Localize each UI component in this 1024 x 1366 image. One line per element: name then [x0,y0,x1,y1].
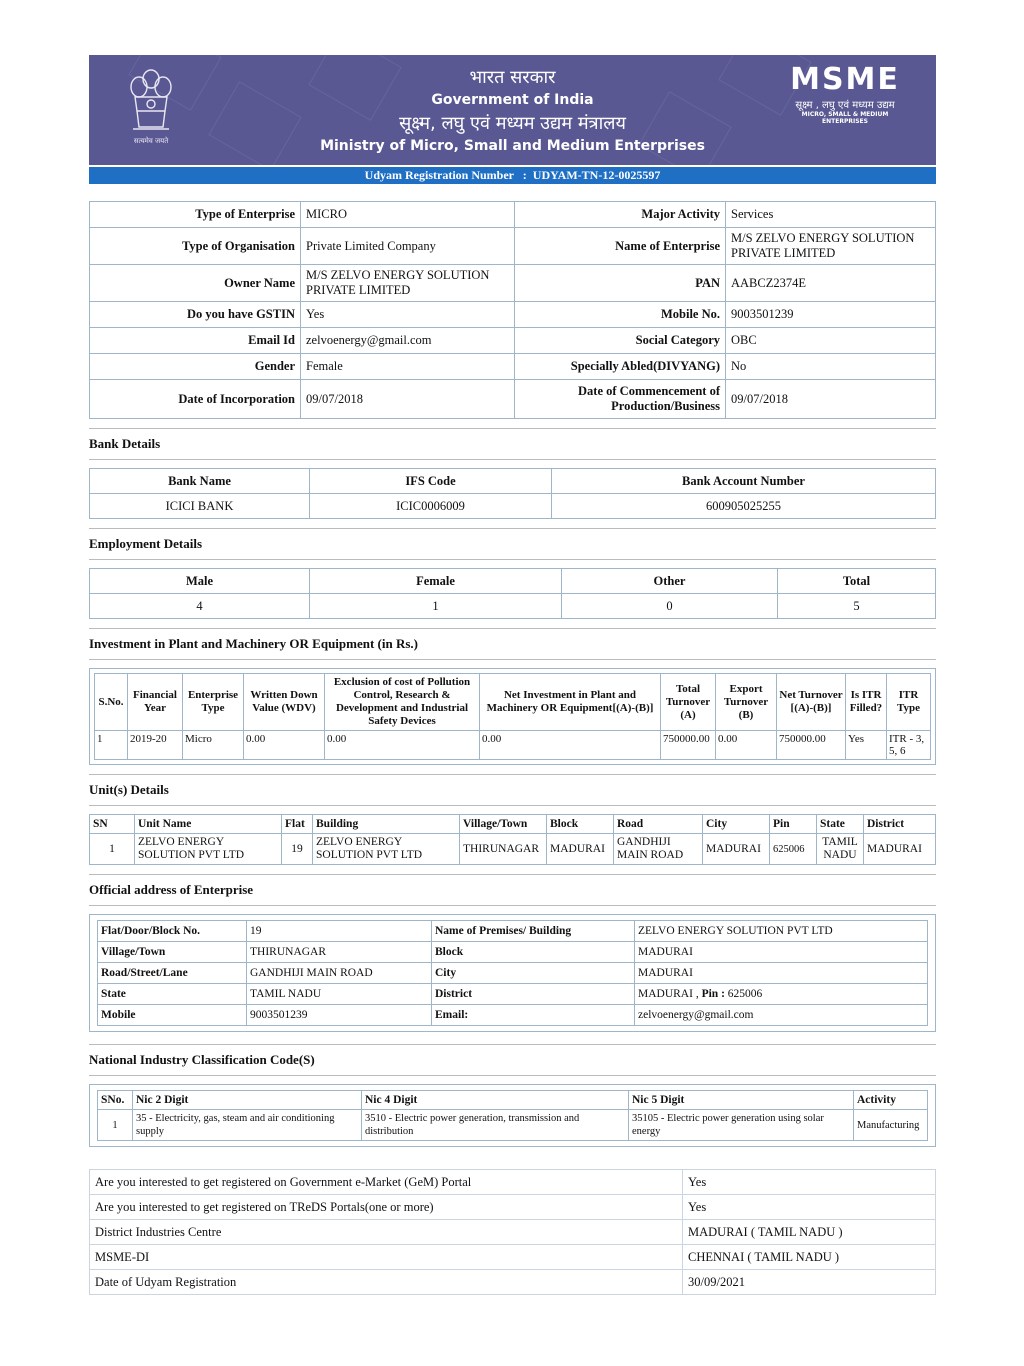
unit-cell: 1 [90,834,135,865]
premises-value: ZELVO ENERGY SOLUTION PVT LTD [635,921,928,942]
pan-value: AABCZ2374E [726,265,936,302]
inv-cell: ITR - 3, 5, 6 [887,731,931,760]
nic-header: Nic 2 Digit [133,1091,362,1110]
enterprise-details-table [89,201,936,419]
female-header: Female [310,569,562,594]
treds-portal-label: Are you interested to get registered on TReDS Portals(one or more) [90,1195,683,1220]
gender-label: Gender [90,354,301,380]
nic-box [89,1084,936,1147]
msme-logo-hindi: सूक्ष्म , लघु एवं मध्यम उद्यम [795,100,895,111]
hindi-ministry-title: सूक्ष्म, लघु एवं मध्यम उद्यम मंत्रालय [399,113,626,134]
male-header: Male [90,569,310,594]
inv-header: ITR Type [887,674,931,731]
unit-cell: THIRUNAGAR [460,834,547,865]
road-label: Road/Street/Lane [98,963,247,984]
nic-heading: National Industry Classification Code(S) [89,1044,936,1076]
table-row [90,1220,936,1245]
unit-header: Building [313,815,460,834]
address-email-label: Email: [432,1005,635,1026]
unit-cell: MADURAI [703,834,770,865]
date-incorporation-value: 09/07/2018 [301,380,515,419]
district-label: District [432,984,635,1005]
msme-logo-english: MICRO, SMALL & MEDIUM ENTERPRISES [801,111,889,125]
msme-di-value: CHENNAI ( TAMIL NADU ) [683,1245,936,1270]
gem-portal-value: Yes [683,1170,936,1195]
unit-cell: TAMIL NADU [817,834,864,865]
type-of-enterprise-value: MICRO [301,202,515,228]
address-mobile-value: 9003501239 [247,1005,432,1026]
type-of-enterprise-label: Type of Enterprise [90,202,301,228]
misc-info-table [89,1169,936,1295]
table-row [90,834,936,865]
govt-title: Government of India [431,92,594,108]
nic-header: SNo. [98,1091,133,1110]
unit-header: Block [547,815,614,834]
gender-value: Female [301,354,515,380]
table-row [90,1170,936,1195]
female-value: 1 [310,594,562,619]
registration-date-value: 30/09/2021 [683,1270,936,1295]
unit-cell: MADURAI [547,834,614,865]
nic-table [97,1090,928,1141]
table-row [90,1270,936,1295]
village-value: THIRUNAGAR [247,942,432,963]
gstin-value: Yes [301,302,515,328]
investment-table [94,673,931,760]
table-row [90,1195,936,1220]
district-text: MADURAI [638,988,693,1000]
inv-cell: 0.00 [244,731,325,760]
mobile-label: Mobile No. [515,302,726,328]
city-label: City [432,963,635,984]
type-of-organisation-value: Private Limited Company [301,228,515,265]
inv-header: Exclusion of cost of Pollution Control, Research & Development and Industrial Safety Devices [325,674,480,731]
inv-header: Net Turnover [(A)-(B)] [777,674,846,731]
mobile-value: 9003501239 [726,302,936,328]
owner-name-value: M/S ZELVO ENERGY SOLUTION PRIVATE LIMITED [301,265,515,302]
inv-header: Net Investment in Plant and Machinery OR Equipment[(A)-(B)] [480,674,661,731]
gstin-label: Do you have GSTIN [90,302,301,328]
nic-header: Activity [854,1091,928,1110]
inv-header: Export Turnover (B) [716,674,777,731]
unit-cell: ZELVO ENERGY SOLUTION PVT LTD [313,834,460,865]
unit-cell: ZELVO ENERGY SOLUTION PVT LTD [135,834,282,865]
dic-label: District Industries Centre [90,1220,683,1245]
road-value: GANDHIJI MAIN ROAD [247,963,432,984]
nic-header: Nic 5 Digit [629,1091,854,1110]
inv-cell: Yes [846,731,887,760]
address-table [97,920,928,1026]
total-header: Total [778,569,936,594]
hindi-govt-title: भारत सरकार [469,67,556,88]
specially-abled-value: No [726,354,936,380]
ifs-code-value: ICIC0006009 [310,494,552,519]
investment-heading: Investment in Plant and Machinery OR Equipment (in Rs.) [89,628,936,660]
other-value: 0 [562,594,778,619]
nic-cell: 1 [98,1110,133,1141]
unit-cell: GANDHIJI MAIN ROAD [614,834,703,865]
name-of-enterprise-value: M/S ZELVO ENERGY SOLUTION PRIVATE LIMITED [726,228,936,265]
total-value: 5 [778,594,936,619]
owner-name-label: Owner Name [90,265,301,302]
dic-value: MADURAI ( TAMIL NADU ) [683,1220,936,1245]
date-commencement-value: 09/07/2018 [726,380,936,419]
inv-header: Financial Year [128,674,183,731]
specially-abled-label: Specially Abled(DIVYANG) [515,354,726,380]
unit-header: Village/Town [460,815,547,834]
inv-cell: 750000.00 [777,731,846,760]
inv-cell: 1 [95,731,128,760]
unit-cell: 625006 [770,834,817,865]
inv-cell: 2019-20 [128,731,183,760]
inv-cell: Micro [183,731,244,760]
table-row [95,731,931,760]
male-value: 4 [90,594,310,619]
nic-header: Nic 4 Digit [362,1091,629,1110]
udyam-number-bar: Udyam Registration Number : UDYAM-TN-12-0025597 [89,167,936,184]
flat-value: 19 [247,921,432,942]
pin-label: Pin : [701,988,725,1000]
employment-details-heading: Employment Details [89,528,936,560]
date-commencement-label: Date of Commencement of Production/Business [515,380,726,419]
inv-header: Enterprise Type [183,674,244,731]
header-banner [89,55,936,165]
inv-header: Written Down Value (WDV) [244,674,325,731]
block-value: MADURAI [635,942,928,963]
gem-portal-label: Are you interested to get registered on Government e-Market (GeM) Portal [90,1170,683,1195]
premises-label: Name of Premises/ Building [432,921,635,942]
employment-table [89,568,936,619]
unit-header: State [817,815,864,834]
inv-cell: 0.00 [716,731,777,760]
address-mobile-label: Mobile [98,1005,247,1026]
nic-cell: Manufacturing [854,1110,928,1141]
social-category-value: OBC [726,328,936,354]
official-address-heading: Official address of Enterprise [89,874,936,906]
name-of-enterprise-label: Name of Enterprise [515,228,726,265]
account-number-value: 600905025255 [552,494,936,519]
ifs-code-header: IFS Code [310,469,552,494]
pin-value: 625006 [727,988,763,1000]
address-email-value: zelvoenergy@gmail.com [635,1005,928,1026]
other-header: Other [562,569,778,594]
major-activity-label: Major Activity [515,202,726,228]
state-value: TAMIL NADU [247,984,432,1005]
date-incorporation-label: Date of Incorporation [90,380,301,419]
unit-header: Road [614,815,703,834]
account-number-header: Bank Account Number [552,469,936,494]
village-label: Village/Town [98,942,247,963]
address-box [89,914,936,1032]
unit-header: Flat [282,815,313,834]
block-label: Block [432,942,635,963]
district-value: MADURAI , Pin : 625006 [635,984,928,1005]
certificate-page [89,55,936,1295]
msme-logo-text: MSME [790,62,900,97]
registration-date-label: Date of Udyam Registration [90,1270,683,1295]
msme-di-label: MSME-DI [90,1245,683,1270]
unit-details-table [89,814,936,865]
major-activity-value: Services [726,202,936,228]
nic-cell: 35105 - Electric power generation using solar energy [629,1110,854,1141]
unit-details-heading: Unit(s) Details [89,774,936,806]
table-row [90,1245,936,1270]
state-label: State [98,984,247,1005]
inv-header: Is ITR Filled? [846,674,887,731]
inv-cell: 0.00 [480,731,661,760]
social-category-label: Social Category [515,328,726,354]
bank-details-heading: Bank Details [89,428,936,460]
email-value: zelvoenergy@gmail.com [301,328,515,354]
msme-logo [780,62,910,125]
flat-label: Flat/Door/Block No. [98,921,247,942]
unit-header: Pin [770,815,817,834]
type-of-organisation-label: Type of Organisation [90,228,301,265]
unit-header: District [864,815,936,834]
investment-box [89,668,936,765]
inv-cell: 0.00 [325,731,480,760]
emblem-caption: सत्यमेव जयते [133,137,169,145]
unit-header: SN [90,815,135,834]
unit-header: Unit Name [135,815,282,834]
nic-cell: 3510 - Electric power generation, transmission and distribution [362,1110,629,1141]
treds-portal-value: Yes [683,1195,936,1220]
udyam-label: Udyam Registration Number [364,168,514,182]
bank-name-header: Bank Name [90,469,310,494]
inv-header: Total Turnover (A) [661,674,716,731]
unit-header: City [703,815,770,834]
udyam-number: UDYAM-TN-12-0025597 [532,168,661,182]
bank-details-table [89,468,936,519]
table-row [98,1110,928,1141]
unit-cell: MADURAI [864,834,936,865]
city-value: MADURAI [635,963,928,984]
nic-cell: 35 - Electricity, gas, steam and air conditioning supply [133,1110,362,1141]
inv-header: S.No. [95,674,128,731]
inv-cell: 750000.00 [661,731,716,760]
bank-name-value: ICICI BANK [90,494,310,519]
pan-label: PAN [515,265,726,302]
email-label: Email Id [90,328,301,354]
ministry-title: Ministry of Micro, Small and Medium Enterprises [320,138,705,154]
unit-cell: 19 [282,834,313,865]
